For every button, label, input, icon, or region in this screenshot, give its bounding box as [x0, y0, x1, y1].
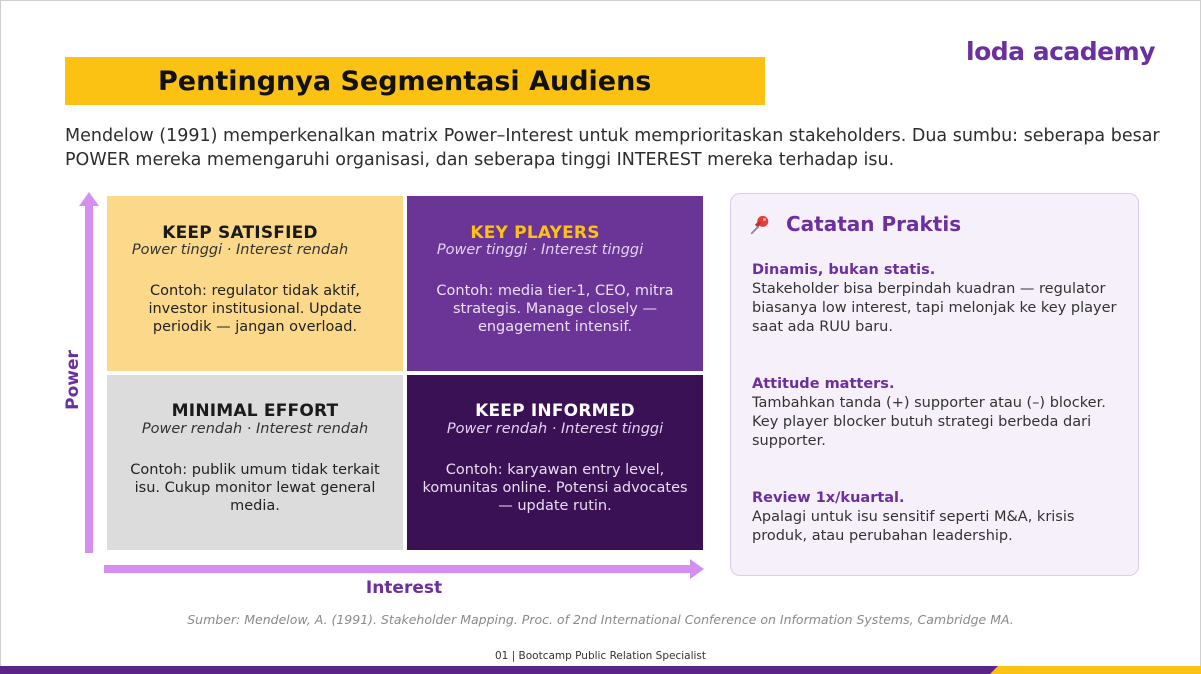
slide-footer: 01 | Bootcamp Public Relation Specialist — [494, 650, 706, 662]
note-item — [752, 489, 1127, 546]
brand-logo — [966, 37, 1155, 66]
quadrant-title: KEY PLAYERS — [470, 223, 600, 243]
quadrant-body: Contoh: regulator tidak aktif, investor institusional. Update periodik — jangan overload. — [148, 283, 362, 335]
notes-title: Catatan Praktis — [786, 212, 962, 236]
quadrant-body: Contoh: karyawan entry level, komunitas online. Potensi advocates — update rutin. — [422, 462, 688, 514]
quadrant-subtitle: Power rendah · Interest tinggi — [446, 421, 664, 437]
note-text: Apalagi untuk isu sensitif seperti M&A, krisis produk, atau perubahan leadership. — [752, 509, 1075, 544]
note-heading: Dinamis, bukan statis. — [752, 262, 936, 278]
note-item — [752, 261, 1127, 337]
power-axis-label: Power — [63, 350, 83, 410]
quadrant-minimal-effort — [107, 375, 403, 550]
quadrant-key-players — [407, 196, 703, 371]
source-citation: Sumber: Mendelow, A. (1991). Stakeholder Mapping. Proc. of 2nd International Conference on Information Systems, Cambridge MA. — [187, 612, 1014, 627]
note-text: Tambahkan tanda (+) supporter atau (–) blocker. Key player blocker butuh strategi berbeda dari supporter. — [752, 395, 1106, 449]
pushpin-icon — [749, 214, 771, 236]
quadrant-body: Contoh: publik umum tidak terkait isu. Cukup monitor lewat general media. — [130, 462, 380, 514]
note-heading: Review 1x/kuartal. — [752, 490, 905, 506]
quadrant-title: MINIMAL EFFORT — [171, 401, 339, 421]
note-item — [752, 375, 1127, 451]
quadrant-subtitle: Power tinggi · Interest tinggi — [436, 242, 644, 258]
interest-axis-arrowhead — [690, 559, 704, 579]
quadrant-subtitle: Power tinggi · Interest rendah — [131, 242, 349, 258]
interest-axis-line — [104, 565, 692, 573]
note-text: Stakeholder bisa berpindah kuadran — regulator biasanya low interest, tapi melonjak ke key player saat ada RUU baru. — [752, 281, 1117, 335]
practical-notes-panel — [730, 193, 1139, 576]
bottom-accent-bar — [990, 666, 1201, 674]
quadrant-title: KEEP SATISFIED — [162, 223, 318, 243]
note-heading: Attitude matters. — [752, 376, 895, 392]
logo-text: loda academy — [966, 37, 1155, 66]
quadrant-title: KEEP INFORMED — [475, 401, 635, 421]
interest-axis-label: Interest — [365, 578, 443, 598]
slide-title: Pentingnya Segmentasi Audiens — [158, 66, 652, 97]
intro-paragraph: Mendelow (1991) memperkenalkan matrix Power–Interest untuk memprioritaskan stakeholders. Dua sumbu: seberapa besar POWER mereka memengaruhi organisasi, dan seberapa tinggi INTEREST mereka terhadap isu. — [65, 126, 1160, 170]
quadrant-body: Contoh: media tier-1, CEO, mitra strategis. Manage closely — engagement intensif. — [436, 283, 674, 335]
quadrant-subtitle: Power rendah · Interest rendah — [141, 421, 369, 437]
quadrant-keep-satisfied — [107, 196, 403, 371]
quadrant-keep-informed — [407, 375, 703, 550]
title-banner — [65, 57, 765, 105]
